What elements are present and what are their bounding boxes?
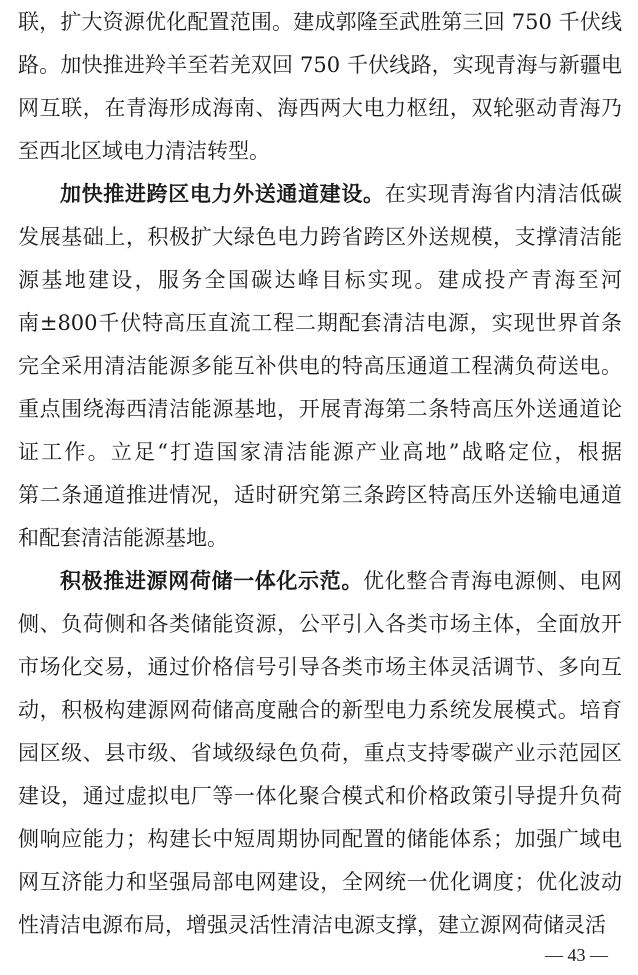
section-heading-line: [60, 174, 622, 214]
line-text: 性清洁电源布局，增强灵活性清洁电源支撑，建立源网荷储灵活: [18, 913, 606, 937]
paragraph-line: [18, 432, 622, 472]
line-text: 和配套清洁能源基地。: [18, 526, 228, 550]
paragraph-line: [18, 862, 622, 902]
paragraph-line: [18, 475, 622, 515]
line-text: 发展基础上，积极扩大绿色电力跨省跨区外送规模，支撑清洁能: [18, 225, 622, 249]
paragraph-line: [18, 88, 622, 128]
line-text: 建设，通过虚拟电厂等一体化聚合模式和价格政策引导提升负荷: [18, 784, 622, 808]
line-text: 第二条通道推进情况，适时研究第三条跨区特高压外送输电通道: [18, 483, 622, 507]
paragraph-line: [18, 303, 622, 343]
line-text: 源基地建设，服务全国碳达峰目标实现。建成投产青海至河: [18, 268, 622, 292]
paragraph-line: [18, 518, 622, 558]
paragraph-line: [18, 2, 622, 42]
line-text: 动，积极构建源网荷储高度融合的新型电力系统发展模式。培育: [18, 698, 622, 722]
paragraph-line: [18, 690, 622, 730]
section-heading: 加快推进跨区电力外送通道建设。: [60, 181, 385, 206]
line-text: 网互联，在青海形成海南、海西两大电力枢纽，双轮驱动青海乃: [18, 96, 622, 120]
paragraph-line: [18, 819, 622, 859]
line-text: 优化整合青海电源侧、电网: [362, 569, 623, 593]
line-text: 联，扩大资源优化配置范围。建成郭隆至武胜第三回 750 千伏线: [18, 10, 622, 34]
line-text: 证工作。立足“打造国家清洁能源产业高地”战略定位，根据: [18, 440, 622, 464]
line-text: 完全采用清洁能源多能互补供电的特高压通道工程满负荷送电。: [18, 354, 622, 378]
line-text: 南±800千伏特高压直流工程二期配套清洁电源，实现世界首条: [18, 311, 622, 335]
line-text: 至西北区域电力清洁转型。: [18, 139, 270, 163]
line-text: 在实现青海省内清洁低碳: [384, 182, 623, 206]
paragraph-line: [18, 776, 622, 816]
line-text: 侧响应能力；构建长中短周期协同配置的储能体系；加强广域电: [18, 827, 622, 851]
paragraph-line: [18, 131, 622, 171]
paragraph-line: [18, 647, 622, 687]
paragraph-line: [18, 217, 622, 257]
paragraph-line: [18, 260, 622, 300]
paragraph-line: [18, 604, 622, 644]
page-number: — 43 —: [545, 945, 608, 965]
line-text: 侧、负荷侧和各类储能资源，公平引入各类市场主体，全面放开: [18, 612, 622, 636]
line-text: 园区级、县市级、省域级绿色负荷，重点支持零碳产业示范园区: [18, 741, 622, 765]
paragraph-line: [18, 45, 622, 85]
paragraph-line: [18, 733, 622, 773]
section-heading: 积极推进源网荷储一体化示范。: [60, 568, 363, 593]
section-heading-line: [60, 561, 622, 601]
paragraph-line: [18, 905, 606, 945]
line-text: 网互济能力和坚强局部电网建设，全网统一优化调度；优化波动: [18, 870, 622, 894]
line-text: 市场化交易，通过价格信号引导各类市场主体灵活调节、多向互: [18, 655, 622, 679]
paragraph-line: [18, 389, 622, 429]
paragraph-line: [18, 346, 622, 386]
line-text: 重点围绕海西清洁能源基地，开展青海第二条特高压外送通道论: [18, 397, 622, 421]
line-text: 路。加快推进羚羊至若羌双回 750 千伏线路，实现青海与新疆电: [18, 53, 622, 77]
